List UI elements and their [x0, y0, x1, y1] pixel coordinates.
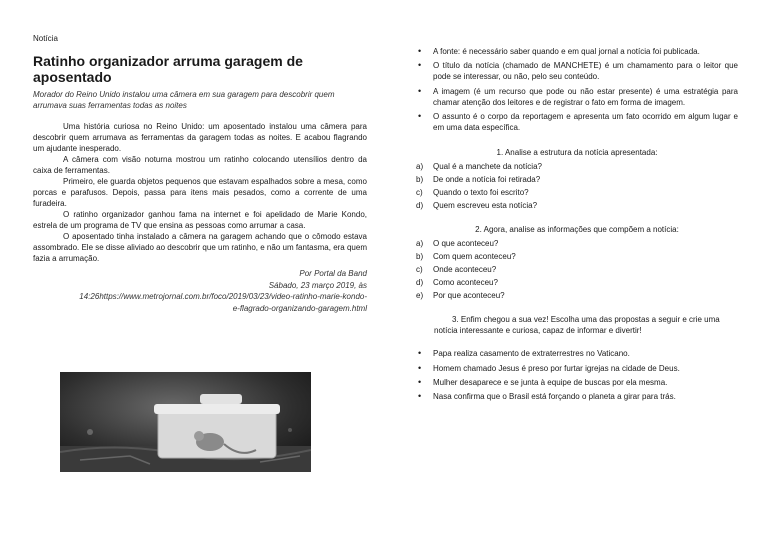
- source-author: Por Portal da Band: [299, 269, 367, 278]
- source-block: [33, 268, 367, 314]
- list-item: [416, 250, 738, 263]
- list-letter: a): [416, 239, 424, 249]
- news-article: [33, 34, 367, 314]
- list-item: [416, 160, 738, 173]
- paragraph-2: A câmera com visão noturna mostrou um ratinho colocando utensílios dentro da caixa de ferramentas.: [33, 155, 367, 175]
- list-item: [416, 199, 738, 212]
- source-url: 14:26https://www.metrojornal.com.br/foco/2019/03/23/video-ratinho-marie-kondo-e-flagrado-organizando-garagem.html: [79, 292, 367, 313]
- list-letter: b): [416, 175, 424, 185]
- proposal-item: • Papa realiza casamento de extraterrestres no Vaticano.: [416, 348, 738, 359]
- proposal-item: • Mulher desaparece e se junta à equipe de buscas por ela mesma.: [416, 377, 738, 388]
- note-item: • A imagem (é um recurso que pode ou não estar presente) é uma estratégia para chamar atenção dos leitores e de registrar o fato em forma de imagem.: [416, 86, 738, 108]
- paragraph-3: Primeiro, ele guarda objetos pequenos que estavam espalhados sobre a mesa, como porcas e parafusos. Depois, passa para itens mais pesados, como a corrente de uma furadeira.: [33, 177, 367, 208]
- note-item: • A fonte: é necessário saber quando e em qual jornal a notícia foi publicada.: [416, 46, 738, 57]
- list-text: Com quem aconteceu?: [433, 252, 516, 262]
- photo-illustration: [60, 372, 311, 472]
- list-letter: a): [416, 162, 424, 172]
- paragraph-4: O ratinho organizador ganhou fama na internet e foi apelidado de Marie Kondo, estrela de um programa de TV que ensina as pessoas como arrumar a casa.: [33, 210, 367, 230]
- list-text: Como aconteceu?: [433, 278, 498, 288]
- activity-column: [416, 46, 738, 405]
- list-letter: e): [416, 291, 424, 301]
- question-1-title: 1. Analise a estrutura da notícia apresentada:: [496, 148, 658, 158]
- list-letter: c): [416, 265, 423, 275]
- list-text: Onde aconteceu?: [433, 265, 497, 275]
- list-item: [416, 263, 738, 276]
- source-date: Sábado, 23 março 2019, às: [268, 280, 367, 290]
- proposal-item: • Homem chamado Jesus é preso por furtar igrejas na cidade de Deus.: [416, 363, 738, 374]
- section-label: Notícia: [33, 34, 58, 43]
- proposal-item: • Nasa confirma que o Brasil está forçando o planeta a girar para trás.: [416, 391, 738, 402]
- list-text: Qual é a manchete da notícia?: [433, 162, 542, 172]
- paragraph-1: Uma história curiosa no Reino Unido: um aposentado instalou uma câmera para descobrir quem arrumava as ferramentas da garagem todas as noites. E acabou flagrando um ajudante inesperado.: [33, 122, 367, 153]
- list-text: Quem escreveu esta notícia?: [433, 201, 538, 211]
- list-text: Quando o texto foi escrito?: [433, 188, 529, 198]
- question-2-list: [416, 237, 738, 302]
- list-item: [416, 289, 738, 302]
- note-item: • O título da notícia (chamado de MANCHETE) é um chamamento para o leitor que pode se interessar, ou não, pelo seu conteúdo.: [416, 60, 738, 82]
- list-item: [416, 276, 738, 289]
- list-text: Por que aconteceu?: [433, 291, 505, 301]
- list-letter: b): [416, 252, 424, 262]
- list-text: O que aconteceu?: [433, 239, 499, 249]
- notes-list: [416, 46, 738, 133]
- question-3-title: 3. Enfim chegou a sua vez! Escolha uma das propostas a seguir e crie uma notícia interessante e curiosa, capaz de informar e divertir!: [434, 315, 720, 336]
- list-letter: c): [416, 188, 423, 198]
- list-item: [416, 237, 738, 250]
- list-letter: d): [416, 201, 424, 211]
- list-text: De onde a notícia foi retirada?: [433, 175, 541, 185]
- headline: Ratinho organizador arruma garagem de aposentado: [33, 53, 303, 85]
- lead: Morador do Reino Unido instalou uma câmera em sua garagem para descobrir quem arrumava suas ferramentas todas as noites: [33, 90, 335, 110]
- question-1-list: [416, 160, 738, 212]
- proposals-list: [416, 348, 738, 402]
- note-item: • O assunto é o corpo da reportagem e apresenta um fato ocorrido em algum lugar e em uma data específica.: [416, 111, 738, 133]
- question-2-title: 2. Agora, analise as informações que compõem a notícia:: [475, 225, 679, 235]
- list-item: [416, 173, 738, 186]
- list-letter: d): [416, 278, 424, 288]
- news-photo: [60, 372, 311, 472]
- list-item: [416, 186, 738, 199]
- paragraph-5: O aposentado tinha instalado a câmera na garagem achando que o cômodo estava assombrado. Ele se disse aliviado ao descobrir que um ratinho, e não um fantasma, era quem fazia a arrumação.: [33, 232, 367, 263]
